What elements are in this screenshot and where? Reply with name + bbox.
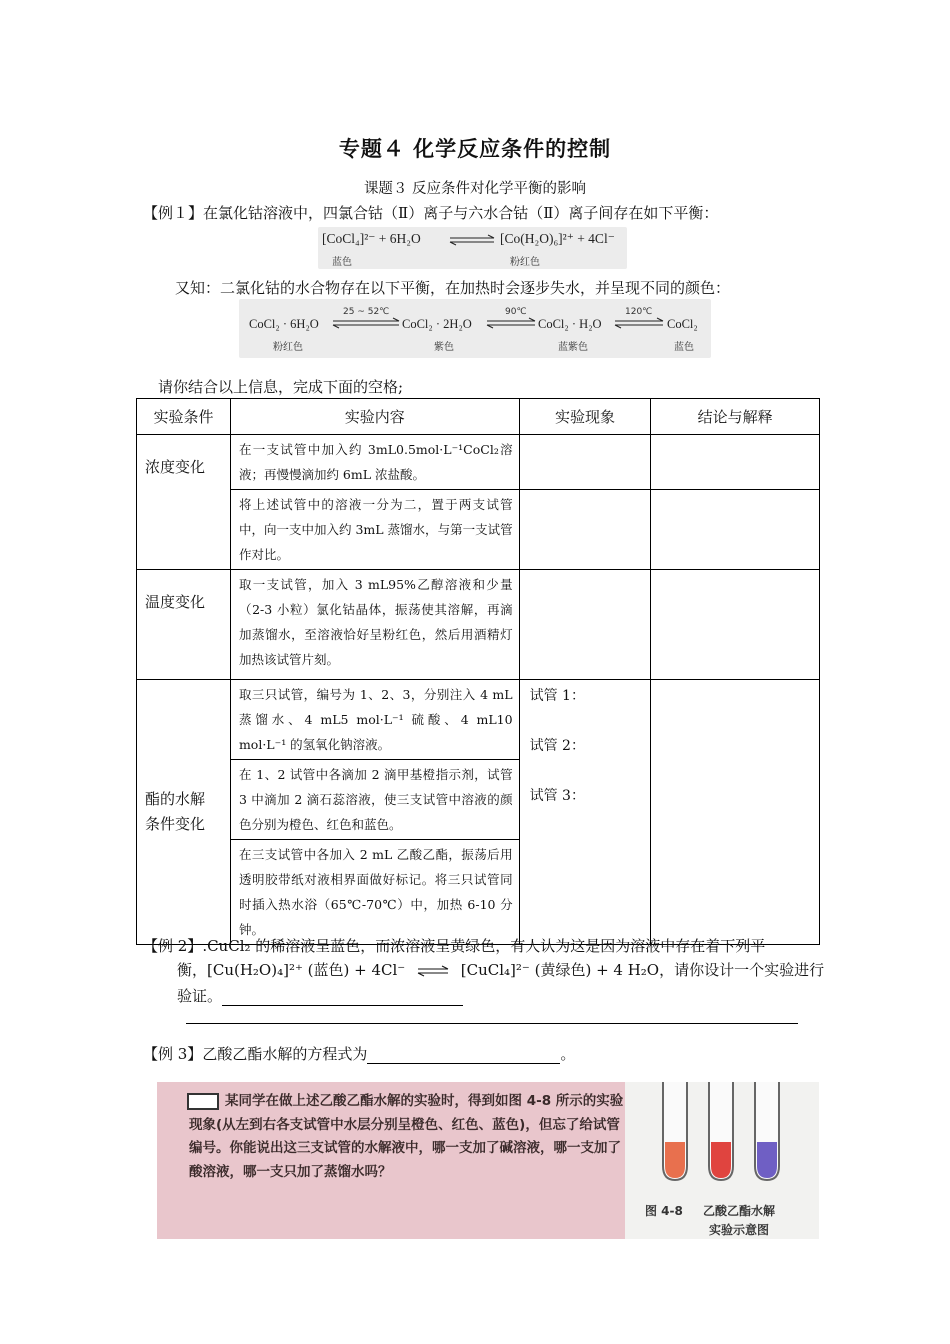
header-conclusion: 结论与解释 [651,399,820,435]
phenomenon-cell[interactable] [519,570,651,680]
equilibrium-arrow-icon [416,965,450,977]
content-cell: 在一支试管中加入约 3mL0.5mol·L⁻¹CoCl₂溶液；再慢慢滴加约 6mL 浓盐酸。 [230,435,519,490]
answer-blank-2[interactable] [186,1023,798,1024]
test-tubes-icon [655,1082,795,1186]
tube-3-label: 试管 3： [529,788,585,804]
content-cell: 取一支试管，加入 3 mL95%乙醇溶液和少量（2-3 小粒）氯化钴晶体，振荡使其溶解，再滴加蒸馏水，至溶液恰好呈粉红色，然后用酒精灯加热该试管片刻。 [230,570,519,680]
figure-caption-2: 实验示意图 [709,1223,770,1237]
equilibrium-arrow-icon [448,234,496,246]
example2-label: 【例 2】 [143,937,203,955]
condition-2: 90℃ [505,307,527,317]
dehydration-image [239,299,711,358]
example1-intro [143,202,718,223]
condition-3: 120℃ [625,307,653,317]
example2-text-2a: 衡，[Cu(H₂O)₄]²⁺ (蓝色) + 4Cl⁻ [177,961,406,979]
equilibrium-image [318,227,627,269]
tube-1-label: 试管 1： [529,688,585,704]
textbook-excerpt-image [157,1082,819,1239]
condition-cell: 浓度变化 [137,435,231,570]
reversible-arrow-icon [331,317,401,329]
species-3: CoCl₂ · H₂O [538,317,602,331]
species-2: CoCl₂ · 2H₂O [402,317,472,331]
figure-number: 图 4-8 [645,1204,683,1218]
page-subtitle: 课题３ 反应条件对化学平衡的影响 [363,181,587,197]
condition-1: 25 ~ 52℃ [343,307,390,317]
example3-label: 【例 3】 [143,1045,203,1063]
species-1: CoCl₂ · 6H₂O [249,317,319,331]
color-1: 粉红色 [273,342,303,353]
example2-text-3: 验证。 [177,987,223,1005]
tube-2-label: 试管 2： [529,738,585,754]
equilibrium-right: [Co(H₂O)₆]²⁺ + 4Cl⁻ [500,231,615,246]
figure-panel [625,1082,819,1239]
condition-cell [137,680,231,945]
example3-text: 乙酸乙酯水解的方程式为 [202,1045,368,1063]
example2-line2 [177,959,824,980]
table-row [137,435,820,490]
content-cell: 将上述试管中的溶液一分为二，置于两支试管中，向一支中加入约 3mL 蒸馏水，与第一支试管作对比。 [230,490,519,570]
example3-end: 。 [560,1045,576,1063]
condition-cell: 温度变化 [137,570,231,680]
equilibrium-left-color: 蓝色 [332,257,352,268]
condition-ester-text: 酯的水解条件变化 [145,790,206,833]
header-condition: 实验条件 [137,399,231,435]
example2-text-1: .CuCl₂ 的稀溶液呈蓝色，而浓溶液呈黄绿色，有人认为这是因为溶液中存在着下列平 [202,937,766,955]
content-cell: 在 1、2 试管中各滴加 2 滴甲基橙指示剂，试管 3 中滴加 2 滴石蕊溶液，使三支试管中溶液的颜色分别为橙色、红色和蓝色。 [230,760,519,840]
equilibrium-right-color: 粉红色 [510,257,540,268]
table-row [137,490,820,570]
conclusion-cell[interactable] [651,680,820,945]
table-row [137,570,820,680]
conclusion-cell[interactable] [651,490,820,570]
example1-known: 又知：二氯化钴的水合物存在以下平衡，在加热时会逐步失水，并呈现不同的颜色： [175,279,731,297]
species-4: CoCl₂ [667,317,698,331]
table-row [137,680,820,760]
equilibrium-left: [CoCl₄]²⁻ + 6H₂O [322,231,421,246]
color-3: 蓝紫色 [558,342,588,353]
page-title: 专题４ 化学反应条件的控制 [338,137,612,161]
reversible-arrow-icon [485,317,537,329]
figure-caption-1: 乙酸乙酯水解 [703,1204,776,1218]
example3-line [143,1043,575,1064]
textbook-question: 某同学在做上述乙酸乙酯水解的实验时，得到如图 4-8 所示的实验现象(从左到右各支试管中水层分别呈橙色、红色、蓝色)，但忘了给试管编号。你能说出这三支试管的水解液中，哪一支加了碱溶液，哪一支加了酸溶液，哪一支只加了蒸馏水吗？ [189,1093,624,1180]
phenomenon-cell[interactable] [519,490,651,570]
example1-text: 在氯化钴溶液中，四氯合钴（Ⅱ）离子与六水合钴（Ⅱ）离子间存在如下平衡： [203,204,719,222]
color-4: 蓝色 [674,342,694,353]
phenomenon-cell[interactable] [519,680,651,945]
table-header-row [137,399,820,435]
header-content: 实验内容 [230,399,519,435]
experiment-table [136,398,820,945]
example2-line3 [177,985,463,1006]
example1-instruction: 请你结合以上信息，完成下面的空格; [158,378,404,396]
color-2: 紫色 [434,342,454,353]
conclusion-cell[interactable] [651,570,820,680]
header-phenomenon: 实验现象 [519,399,651,435]
example2-line1 [143,935,765,956]
example1-label: 【例１】 [143,204,204,222]
example2-text-2b: [CuCl₄]²⁻ (黄绿色) + 4 H₂O，请你设计一个实验进行 [460,961,825,979]
answer-blank-3[interactable] [367,1049,560,1064]
content-cell: 取三只试管，编号为 1、2、3，分别注入 4 mL 蒸馏水、4 mL5 mol·L⁻¹ 硫酸、4 mL10 mol·L⁻¹ 的氢氧化钠溶液。 [230,680,519,760]
answer-blank-1[interactable] [222,991,463,1006]
conclusion-cell[interactable] [651,435,820,490]
reversible-arrow-icon [613,317,665,329]
phenomenon-cell[interactable] [519,435,651,490]
content-cell: 在三支试管中各加入 2 mL 乙酸乙酯，振荡后用透明胶带纸对液相界面做好标记。将三只试管同时插入热水浴（65℃-70℃）中，加热 6-10 分钟。 [230,840,519,945]
